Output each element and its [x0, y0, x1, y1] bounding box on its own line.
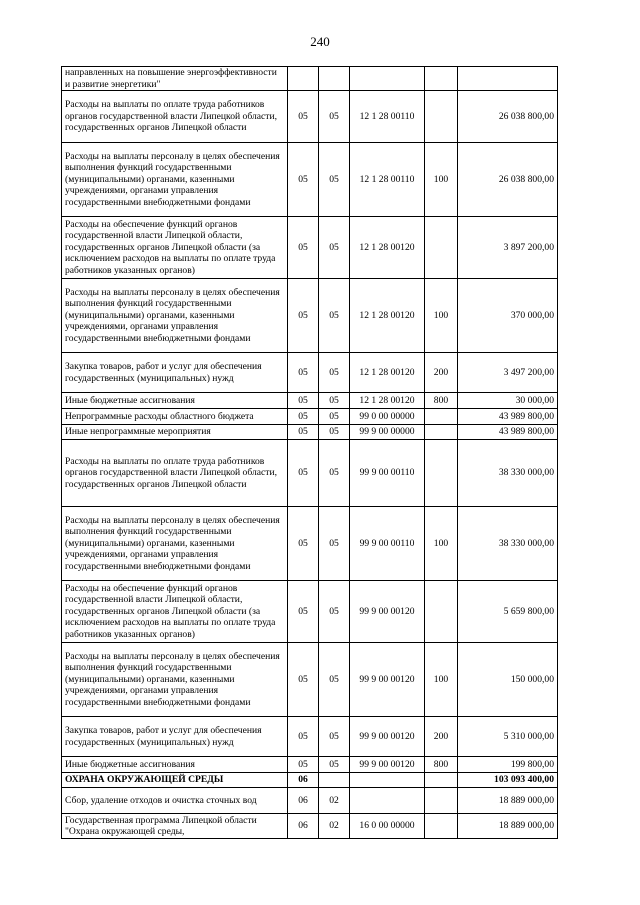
expense-name: Расходы на выплаты персоналу в целях обеспечения выполнения функций государственными (муниципальными) органами, казенными учреждениями, органами управления государственными внебюджетными фондами [62, 143, 288, 217]
table-row [62, 814, 558, 839]
target-article-code: 12 1 28 00120 [350, 353, 425, 393]
expense-name: направленных на повышение энергоэффективности и развитие энергетики" [62, 67, 288, 91]
table-row [62, 353, 558, 393]
table-row [62, 91, 558, 143]
expense-name: Расходы на обеспечение функций органов государственной власти Липецкой области, государственных органов Липецкой области (за исключением расходов на выплаты по оплате труда работников указанных органов) [62, 581, 288, 643]
target-article-code [350, 788, 425, 814]
expense-type-code [425, 91, 458, 143]
table-row [62, 581, 558, 643]
amount: 26 038 800,00 [458, 91, 558, 143]
subsection-code: 05 [319, 717, 350, 757]
table-row [62, 279, 558, 353]
section-code: 05 [288, 440, 319, 507]
target-article-code [350, 67, 425, 91]
amount: 38 330 000,00 [458, 440, 558, 507]
table-row [62, 507, 558, 581]
expense-type-code: 100 [425, 279, 458, 353]
target-article-code: 99 9 00 00110 [350, 440, 425, 507]
table-row [62, 393, 558, 409]
expense-name: Непрограммные расходы областного бюджета [62, 409, 288, 425]
subsection-code: 02 [319, 814, 350, 839]
expense-name: Расходы на обеспечение функций органов государственной власти Липецкой области, государственных органов Липецкой области (за исключением расходов на выплаты по оплате труда работников указанных органов) [62, 217, 288, 279]
target-article-code: 16 0 00 00000 [350, 814, 425, 839]
subsection-code: 05 [319, 91, 350, 143]
subsection-code: 05 [319, 507, 350, 581]
amount: 3 897 200,00 [458, 217, 558, 279]
target-article-code: 12 1 28 00110 [350, 91, 425, 143]
section-code: 05 [288, 717, 319, 757]
amount: 3 497 200,00 [458, 353, 558, 393]
expense-name: Иные бюджетные ассигнования [62, 757, 288, 773]
subsection-code: 05 [319, 143, 350, 217]
amount: 43 989 800,00 [458, 425, 558, 440]
expense-name: ОХРАНА ОКРУЖАЮЩЕЙ СРЕДЫ [62, 773, 288, 788]
section-code: 05 [288, 757, 319, 773]
section-code: 06 [288, 773, 319, 788]
expense-type-code [425, 788, 458, 814]
expense-type-code [425, 217, 458, 279]
expense-type-code [425, 425, 458, 440]
table-row [62, 143, 558, 217]
expense-name: Закупка товаров, работ и услуг для обеспечения государственных (муниципальных) нужд [62, 717, 288, 757]
table-row [62, 773, 558, 788]
subsection-code: 05 [319, 757, 350, 773]
expense-name: Иные бюджетные ассигнования [62, 393, 288, 409]
section-code: 05 [288, 581, 319, 643]
subsection-code: 02 [319, 788, 350, 814]
expense-name: Иные непрограммные мероприятия [62, 425, 288, 440]
subsection-code: 05 [319, 217, 350, 279]
expense-name: Государственная программа Липецкой области "Охрана окружающей среды, [62, 814, 288, 839]
section-code: 05 [288, 143, 319, 217]
expense-name: Расходы на выплаты персоналу в целях обеспечения выполнения функций государственными (муниципальными) органами, казенными учреждениями, органами управления государственными внебюджетными фондами [62, 643, 288, 717]
amount: 103 093 400,00 [458, 773, 558, 788]
subsection-code: 05 [319, 440, 350, 507]
amount: 5 310 000,00 [458, 717, 558, 757]
table-row [62, 788, 558, 814]
table-row [62, 425, 558, 440]
subsection-code [319, 67, 350, 91]
section-code: 05 [288, 353, 319, 393]
expense-name: Расходы на выплаты персоналу в целях обеспечения выполнения функций государственными (муниципальными) органами, казенными учреждениями, органами управления государственными внебюджетными фондами [62, 279, 288, 353]
target-article-code: 12 1 28 00120 [350, 393, 425, 409]
expense-type-code [425, 409, 458, 425]
target-article-code: 12 1 28 00120 [350, 279, 425, 353]
expense-type-code [425, 581, 458, 643]
target-article-code: 12 1 28 00120 [350, 217, 425, 279]
expense-type-code: 800 [425, 393, 458, 409]
target-article-code: 99 9 00 00120 [350, 757, 425, 773]
subsection-code: 05 [319, 581, 350, 643]
section-code: 05 [288, 409, 319, 425]
expense-name: Закупка товаров, работ и услуг для обеспечения государственных (муниципальных) нужд [62, 353, 288, 393]
subsection-code: 05 [319, 279, 350, 353]
table-row [62, 217, 558, 279]
section-code: 05 [288, 279, 319, 353]
amount: 18 889 000,00 [458, 788, 558, 814]
target-article-code: 99 9 00 00120 [350, 717, 425, 757]
subsection-code: 05 [319, 409, 350, 425]
expense-type-code: 100 [425, 643, 458, 717]
section-code: 05 [288, 91, 319, 143]
expense-name: Расходы на выплаты по оплате труда работников органов государственной власти Липецкой области, государственных органов Липецкой области [62, 440, 288, 507]
section-code: 05 [288, 393, 319, 409]
target-article-code: 99 9 00 00000 [350, 425, 425, 440]
table-row [62, 717, 558, 757]
table-row [62, 409, 558, 425]
subsection-code [319, 773, 350, 788]
section-code: 06 [288, 814, 319, 839]
budget-table [61, 66, 558, 839]
expense-type-code: 100 [425, 143, 458, 217]
target-article-code: 99 0 00 00000 [350, 409, 425, 425]
expense-type-code: 100 [425, 507, 458, 581]
expense-name: Расходы на выплаты по оплате труда работников органов государственной власти Липецкой области, государственных органов Липецкой области [62, 91, 288, 143]
subsection-code: 05 [319, 393, 350, 409]
target-article-code: 99 9 00 00120 [350, 581, 425, 643]
section-code: 05 [288, 643, 319, 717]
page-number: 240 [310, 34, 330, 49]
amount: 199 800,00 [458, 757, 558, 773]
target-article-code [350, 773, 425, 788]
table-row [62, 67, 558, 91]
subsection-code: 05 [319, 643, 350, 717]
section-code [288, 67, 319, 91]
amount: 30 000,00 [458, 393, 558, 409]
amount: 18 889 000,00 [458, 814, 558, 839]
amount: 38 330 000,00 [458, 507, 558, 581]
expense-type-code: 200 [425, 717, 458, 757]
expense-type-code: 200 [425, 353, 458, 393]
amount: 370 000,00 [458, 279, 558, 353]
amount: 43 989 800,00 [458, 409, 558, 425]
expense-type-code: 800 [425, 757, 458, 773]
section-code: 06 [288, 788, 319, 814]
amount: 5 659 800,00 [458, 581, 558, 643]
expense-type-code [425, 440, 458, 507]
amount [458, 67, 558, 91]
target-article-code: 99 9 00 00120 [350, 643, 425, 717]
target-article-code: 12 1 28 00110 [350, 143, 425, 217]
table-row [62, 643, 558, 717]
expense-type-code [425, 814, 458, 839]
section-code: 05 [288, 425, 319, 440]
table-row [62, 440, 558, 507]
section-code: 05 [288, 507, 319, 581]
amount: 26 038 800,00 [458, 143, 558, 217]
section-code: 05 [288, 217, 319, 279]
expense-type-code [425, 773, 458, 788]
table-row [62, 757, 558, 773]
target-article-code: 99 9 00 00110 [350, 507, 425, 581]
subsection-code: 05 [319, 353, 350, 393]
expense-type-code [425, 67, 458, 91]
subsection-code: 05 [319, 425, 350, 440]
amount: 150 000,00 [458, 643, 558, 717]
expense-name: Расходы на выплаты персоналу в целях обеспечения выполнения функций государственными (муниципальными) органами, казенными учреждениями, органами управления государственными внебюджетными фондами [62, 507, 288, 581]
expense-name: Сбор, удаление отходов и очистка сточных вод [62, 788, 288, 814]
